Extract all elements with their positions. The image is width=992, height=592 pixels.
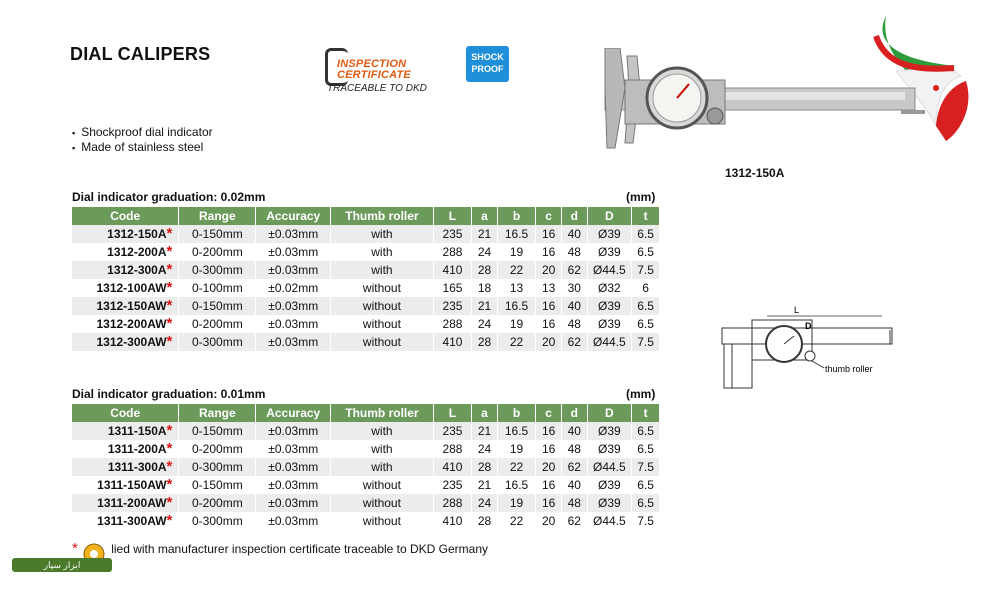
table-cell: 0-150mm bbox=[179, 476, 256, 494]
table-cell: 288 bbox=[433, 494, 471, 512]
table-cell: 235 bbox=[433, 422, 471, 440]
column-header: Thumb roller bbox=[331, 404, 434, 422]
table-row bbox=[72, 512, 660, 530]
table-cell: 0-300mm bbox=[179, 333, 256, 351]
code-text: 1311-150A bbox=[107, 424, 167, 438]
table-cell: 0-300mm bbox=[179, 261, 256, 279]
column-header: Range bbox=[179, 404, 256, 422]
table-cell: 13 bbox=[536, 279, 562, 297]
table-header-row bbox=[72, 404, 660, 422]
column-header: c bbox=[536, 404, 562, 422]
table-cell: with bbox=[331, 225, 434, 243]
caliper-diagram bbox=[712, 300, 912, 400]
code-text: 1311-300A bbox=[107, 460, 167, 474]
table-cell: 235 bbox=[433, 476, 471, 494]
table-cell: 16 bbox=[536, 476, 562, 494]
table-cell: 24 bbox=[472, 315, 498, 333]
inspection-certificate-badge bbox=[325, 48, 445, 98]
asterisk-icon: * bbox=[166, 440, 173, 457]
column-header: a bbox=[472, 207, 498, 225]
table-cell: 6.5 bbox=[632, 225, 660, 243]
product-code bbox=[72, 494, 179, 512]
shock-line-2: PROOF bbox=[471, 64, 504, 74]
company-logo bbox=[12, 538, 112, 578]
column-header: b bbox=[497, 404, 535, 422]
spec-table-1 bbox=[72, 207, 660, 351]
table-cell: Ø44.5 bbox=[587, 458, 632, 476]
table-cell: 16 bbox=[536, 422, 562, 440]
table-cell: 22 bbox=[497, 458, 535, 476]
table-row bbox=[72, 440, 660, 458]
table-cell: 16.5 bbox=[497, 297, 535, 315]
table-cell: 235 bbox=[433, 225, 471, 243]
column-header: Range bbox=[179, 207, 256, 225]
table-cell: 22 bbox=[497, 333, 535, 351]
code-text: 1311-200A bbox=[107, 442, 167, 456]
table-cell: 62 bbox=[561, 333, 587, 351]
table-cell: 40 bbox=[561, 225, 587, 243]
table-cell: 22 bbox=[497, 261, 535, 279]
table-cell: 6.5 bbox=[632, 494, 660, 512]
table-cell: 410 bbox=[433, 458, 471, 476]
table-cell: 16 bbox=[536, 243, 562, 261]
table-cell: ±0.03mm bbox=[256, 422, 331, 440]
table-cell: 19 bbox=[497, 243, 535, 261]
table1-unit: (mm) bbox=[626, 190, 656, 204]
product-code bbox=[72, 458, 179, 476]
table-cell: 16 bbox=[536, 494, 562, 512]
table-cell: ±0.02mm bbox=[256, 279, 331, 297]
column-header: D bbox=[587, 404, 632, 422]
table-cell: 288 bbox=[433, 440, 471, 458]
table-cell: 21 bbox=[472, 297, 498, 315]
feature-list bbox=[72, 125, 213, 155]
asterisk-icon: * bbox=[72, 540, 78, 557]
table-cell: 28 bbox=[472, 261, 498, 279]
table-cell: 28 bbox=[472, 458, 498, 476]
table-cell: 6.5 bbox=[632, 243, 660, 261]
column-header: c bbox=[536, 207, 562, 225]
table-cell: 22 bbox=[497, 512, 535, 530]
table-cell: 0-200mm bbox=[179, 440, 256, 458]
table-cell: ±0.03mm bbox=[256, 243, 331, 261]
footnote-text: lied with manufacturer inspection certificate traceable to DKD Germany bbox=[111, 542, 489, 556]
table-cell: 7.5 bbox=[632, 512, 660, 530]
table-cell: 24 bbox=[472, 494, 498, 512]
cert-line-1: INSPECTION bbox=[337, 58, 407, 70]
product-code bbox=[72, 333, 179, 351]
table-cell: 13 bbox=[497, 279, 535, 297]
feature-item: ▪ Made of stainless steel bbox=[72, 140, 213, 155]
asterisk-icon: * bbox=[166, 333, 173, 350]
table-row bbox=[72, 279, 660, 297]
column-header: Code bbox=[72, 404, 179, 422]
table-row bbox=[72, 476, 660, 494]
asterisk-icon: * bbox=[166, 494, 173, 511]
table-cell: 40 bbox=[561, 422, 587, 440]
asterisk-icon: * bbox=[166, 297, 173, 314]
table-row bbox=[72, 297, 660, 315]
table-cell: 62 bbox=[561, 512, 587, 530]
table-cell: ±0.03mm bbox=[256, 458, 331, 476]
table-cell: 48 bbox=[561, 440, 587, 458]
table-cell: Ø39 bbox=[587, 422, 632, 440]
table-cell: 18 bbox=[472, 279, 498, 297]
table-cell: 21 bbox=[472, 422, 498, 440]
product-code bbox=[72, 297, 179, 315]
table-cell: 410 bbox=[433, 512, 471, 530]
table-cell: 16 bbox=[536, 315, 562, 333]
table-cell: without bbox=[331, 279, 434, 297]
table2-unit: (mm) bbox=[626, 387, 656, 401]
table-cell: ±0.03mm bbox=[256, 315, 331, 333]
diagram-label-thumb-roller: thumb roller bbox=[825, 364, 873, 374]
table-cell: 19 bbox=[497, 440, 535, 458]
product-code bbox=[72, 512, 179, 530]
table-cell: 6 bbox=[632, 279, 660, 297]
table-cell: ±0.03mm bbox=[256, 261, 331, 279]
table-cell: 21 bbox=[472, 476, 498, 494]
table-cell: 48 bbox=[561, 494, 587, 512]
table-cell: with bbox=[331, 458, 434, 476]
code-text: 1312-100AW bbox=[96, 281, 167, 295]
table-cell: 6.5 bbox=[632, 315, 660, 333]
product-code bbox=[72, 261, 179, 279]
table-cell: 40 bbox=[561, 476, 587, 494]
table-cell: Ø39 bbox=[587, 440, 632, 458]
product-code bbox=[72, 440, 179, 458]
cert-line-2: CERTIFICATE bbox=[337, 69, 411, 81]
product-code bbox=[72, 476, 179, 494]
asterisk-icon: * bbox=[166, 315, 173, 332]
column-header: d bbox=[561, 207, 587, 225]
code-text: 1311-200AW bbox=[97, 496, 167, 510]
product-code bbox=[72, 225, 179, 243]
table-cell: ±0.03mm bbox=[256, 297, 331, 315]
table-cell: 0-300mm bbox=[179, 458, 256, 476]
caliper-photo bbox=[585, 48, 925, 158]
table-cell: 24 bbox=[472, 440, 498, 458]
table1-heading: Dial indicator graduation: 0.02mm bbox=[72, 190, 266, 204]
table-cell: 410 bbox=[433, 261, 471, 279]
shock-proof-badge bbox=[466, 46, 509, 82]
table-cell: ±0.03mm bbox=[256, 512, 331, 530]
column-header: t bbox=[632, 207, 660, 225]
asterisk-icon: * bbox=[166, 512, 173, 529]
diagram-label-L: L bbox=[794, 305, 800, 315]
table-cell: 0-150mm bbox=[179, 297, 256, 315]
table-row bbox=[72, 422, 660, 440]
table-cell: ±0.03mm bbox=[256, 494, 331, 512]
table-cell: Ø44.5 bbox=[587, 512, 632, 530]
column-header: Code bbox=[72, 207, 179, 225]
table-cell: Ø39 bbox=[587, 225, 632, 243]
table-row bbox=[72, 333, 660, 351]
code-text: 1312-150AW bbox=[96, 299, 167, 313]
column-header: d bbox=[561, 404, 587, 422]
feature-item: ▪ Shockproof dial indicator bbox=[72, 125, 213, 140]
table-cell: 0-200mm bbox=[179, 494, 256, 512]
table-cell: 28 bbox=[472, 333, 498, 351]
table-cell: ±0.03mm bbox=[256, 333, 331, 351]
footnote bbox=[72, 540, 488, 557]
page-title: DIAL CALIPERS bbox=[70, 44, 211, 64]
table-cell: without bbox=[331, 494, 434, 512]
table-cell: 410 bbox=[433, 333, 471, 351]
table-cell: 0-300mm bbox=[179, 512, 256, 530]
table-cell: 0-150mm bbox=[179, 225, 256, 243]
table-cell: without bbox=[331, 297, 434, 315]
column-header: L bbox=[433, 207, 471, 225]
column-header: Accuracy bbox=[256, 207, 331, 225]
column-header: b bbox=[497, 207, 535, 225]
table-cell: without bbox=[331, 476, 434, 494]
cert-line-3: TRACEABLE TO DKD bbox=[327, 83, 427, 94]
code-text: 1312-200AW bbox=[96, 317, 167, 331]
shock-line-1: SHOCK bbox=[471, 52, 504, 62]
table-cell: 28 bbox=[472, 512, 498, 530]
table-cell: Ø32 bbox=[587, 279, 632, 297]
asterisk-icon: * bbox=[166, 476, 173, 493]
spec-table-2 bbox=[72, 404, 660, 530]
asterisk-icon: * bbox=[166, 279, 173, 296]
table-cell: with bbox=[331, 440, 434, 458]
table-row bbox=[72, 261, 660, 279]
table-cell: 0-200mm bbox=[179, 243, 256, 261]
table-cell: 235 bbox=[433, 297, 471, 315]
table-row bbox=[72, 315, 660, 333]
product-code bbox=[72, 315, 179, 333]
table-cell: Ø39 bbox=[587, 494, 632, 512]
code-text: 1312-150A bbox=[107, 227, 167, 241]
code-text: 1312-300A bbox=[107, 263, 167, 277]
table-cell: Ø39 bbox=[587, 297, 632, 315]
table-cell: 20 bbox=[536, 512, 562, 530]
column-header: Thumb roller bbox=[331, 207, 434, 225]
table-cell: without bbox=[331, 512, 434, 530]
table-cell: 20 bbox=[536, 458, 562, 476]
table-cell: 16.5 bbox=[497, 476, 535, 494]
table-cell: Ø39 bbox=[587, 315, 632, 333]
table-header-row bbox=[72, 207, 660, 225]
table-cell: 6.5 bbox=[632, 297, 660, 315]
table-cell: 19 bbox=[497, 315, 535, 333]
table-cell: 7.5 bbox=[632, 333, 660, 351]
code-text: 1312-200A bbox=[107, 245, 167, 259]
table-cell: 16 bbox=[536, 440, 562, 458]
product-code bbox=[72, 279, 179, 297]
table-cell: Ø39 bbox=[587, 243, 632, 261]
table-cell: 48 bbox=[561, 243, 587, 261]
table-cell: 30 bbox=[561, 279, 587, 297]
table-cell: without bbox=[331, 315, 434, 333]
table-cell: 62 bbox=[561, 458, 587, 476]
table-cell: 16.5 bbox=[497, 422, 535, 440]
table-cell: 21 bbox=[472, 225, 498, 243]
table-cell: 62 bbox=[561, 261, 587, 279]
table-cell: 6.5 bbox=[632, 422, 660, 440]
table-cell: 16 bbox=[536, 297, 562, 315]
table-cell: with bbox=[331, 261, 434, 279]
table-cell: 6.5 bbox=[632, 476, 660, 494]
table-cell: with bbox=[331, 422, 434, 440]
table-cell: 20 bbox=[536, 333, 562, 351]
table-cell: 24 bbox=[472, 243, 498, 261]
product-code bbox=[72, 422, 179, 440]
table-cell: 6.5 bbox=[632, 440, 660, 458]
code-text: 1312-300AW bbox=[96, 335, 167, 349]
table-cell: 288 bbox=[433, 243, 471, 261]
table2-heading: Dial indicator graduation: 0.01mm bbox=[72, 387, 266, 401]
table-cell: 0-200mm bbox=[179, 315, 256, 333]
table-row bbox=[72, 225, 660, 243]
logo-text: ابزار سپار bbox=[12, 558, 112, 572]
table-cell: 19 bbox=[497, 494, 535, 512]
table-cell: 40 bbox=[561, 297, 587, 315]
table-cell: 7.5 bbox=[632, 458, 660, 476]
code-text: 1311-150AW bbox=[97, 478, 167, 492]
table-row bbox=[72, 243, 660, 261]
table-cell: 0-150mm bbox=[179, 422, 256, 440]
product-label: 1312-150A bbox=[725, 166, 785, 180]
table-cell: 16 bbox=[536, 225, 562, 243]
table-cell: with bbox=[331, 243, 434, 261]
asterisk-icon: * bbox=[166, 458, 173, 475]
table-cell: Ø44.5 bbox=[587, 261, 632, 279]
product-code bbox=[72, 243, 179, 261]
asterisk-icon: * bbox=[166, 261, 173, 278]
table-cell: ±0.03mm bbox=[256, 440, 331, 458]
table-cell: 165 bbox=[433, 279, 471, 297]
asterisk-icon: * bbox=[166, 243, 173, 260]
table-row bbox=[72, 494, 660, 512]
table-cell: Ø39 bbox=[587, 476, 632, 494]
diagram-label-D: D bbox=[805, 321, 812, 331]
column-header: D bbox=[587, 207, 632, 225]
column-header: L bbox=[433, 404, 471, 422]
table-cell: 16.5 bbox=[497, 225, 535, 243]
column-header: Accuracy bbox=[256, 404, 331, 422]
asterisk-icon: * bbox=[166, 422, 173, 439]
table-cell: 48 bbox=[561, 315, 587, 333]
table-cell: 0-100mm bbox=[179, 279, 256, 297]
table-cell: Ø44.5 bbox=[587, 333, 632, 351]
table-cell: without bbox=[331, 333, 434, 351]
table-row bbox=[72, 458, 660, 476]
code-text: 1311-300AW bbox=[97, 514, 167, 528]
column-header: t bbox=[632, 404, 660, 422]
asterisk-icon: * bbox=[166, 225, 173, 242]
table-cell: ±0.03mm bbox=[256, 476, 331, 494]
table-cell: ±0.03mm bbox=[256, 225, 331, 243]
table-cell: 288 bbox=[433, 315, 471, 333]
table-cell: 20 bbox=[536, 261, 562, 279]
table-cell: 7.5 bbox=[632, 261, 660, 279]
column-header: a bbox=[472, 404, 498, 422]
